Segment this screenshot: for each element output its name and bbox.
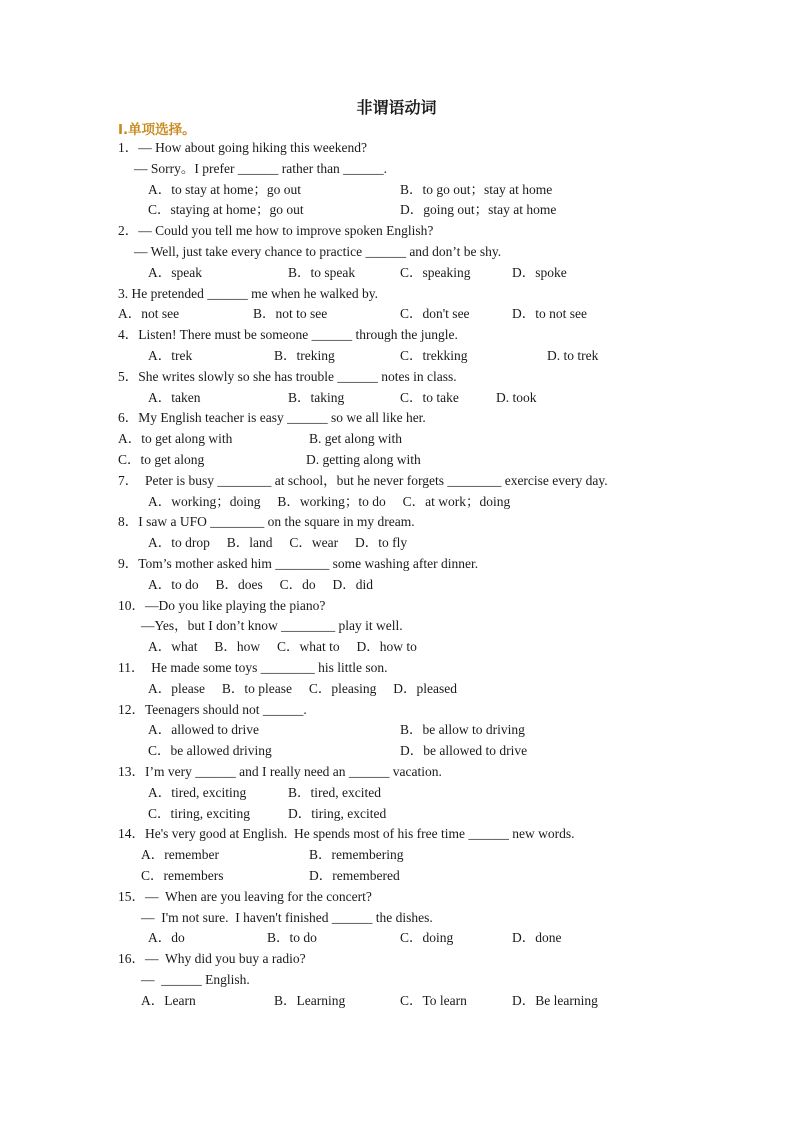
question-15-reply: — I'm not sure. I haven't finished ______ the dishes.	[141, 910, 433, 925]
question-15-option-d: D．done	[512, 930, 562, 945]
question-1-option-b: B．to go out；stay at home	[400, 182, 553, 197]
question-13-option-d: D．tiring, excited	[288, 806, 387, 821]
question-13-stem: 13．I’m very ______ and I really need an ______ vacation.	[118, 764, 442, 779]
question-13-option-a: A．tired, exciting	[148, 785, 247, 800]
question-4-stem: 4．Listen! There must be someone ______ through the jungle.	[118, 327, 458, 342]
question-15-stem: 15．— When are you leaving for the concert?	[118, 889, 372, 904]
question-6-option-d: D. getting along with	[306, 452, 421, 467]
question-14-option-d: D．remembered	[309, 868, 400, 883]
question-4-option-a: A．trek	[148, 348, 193, 363]
question-14-option-a: A．remember	[141, 847, 219, 862]
question-6-option-b: B. get along with	[309, 431, 402, 446]
page-title: 非谓语动词	[356, 98, 437, 117]
question-1-option-a: A．to stay at home；go out	[148, 182, 301, 197]
question-5-option-a: A．taken	[148, 390, 201, 405]
question-6-option-a: A．to get along with	[118, 431, 233, 446]
question-9-stem: 9．Tom’s mother asked him ________ some washing after dinner.	[118, 556, 479, 571]
question-13-option-c: C．tiring, exciting	[148, 806, 250, 821]
question-3-option-c: C．don't see	[400, 306, 470, 321]
question-10-reply: —Yes，but I don’t know ________ play it well.	[141, 618, 403, 633]
question-2-option-d: D．spoke	[512, 265, 567, 280]
question-16-reply: — ______ English.	[141, 972, 250, 987]
question-1-stem: 1．— How about going hiking this weekend?	[118, 140, 367, 155]
question-3-stem: 3. He pretended ______ me when he walked by.	[118, 286, 379, 301]
question-12-option-d: D．be allowed to drive	[400, 743, 528, 758]
question-12-option-c: C．be allowed driving	[148, 743, 272, 758]
question-7-options: A．working；doing B．working；to do C．at work；doing	[148, 494, 511, 509]
question-4-option-c: C．trekking	[400, 348, 468, 363]
question-3-option-b: B．not to see	[253, 306, 328, 321]
section-heading: I.单项选择。	[118, 122, 196, 138]
question-3-option-d: D．to not see	[512, 306, 587, 321]
question-5-stem: 5．She writes slowly so she has trouble ______ notes in class.	[118, 369, 457, 384]
question-5-option-d: D. took	[496, 390, 537, 405]
question-12-option-a: A．allowed to drive	[148, 722, 259, 737]
question-16-option-b: B．Learning	[274, 993, 346, 1008]
question-1-option-d: D．going out；stay at home	[400, 202, 557, 217]
question-6-stem: 6．My English teacher is easy ______ so we all like her.	[118, 410, 426, 425]
question-13-option-b: B．tired, excited	[288, 785, 381, 800]
question-10-stem: 10．—Do you like playing the piano?	[118, 598, 326, 613]
question-7-stem: 7． Peter is busy ________ at school，but he never forgets ________ exercise every day.	[118, 473, 608, 488]
question-15-option-c: C．doing	[400, 930, 454, 945]
question-2-option-a: A．speak	[148, 265, 202, 280]
question-10-options: A．what B．how C．what to D．how to	[148, 639, 417, 654]
question-11-options: A．please B．to please C．pleasing D．pleased	[148, 681, 457, 696]
question-16-option-d: D．Be learning	[512, 993, 598, 1008]
question-8-options: A．to drop B．land C．wear D．to fly	[148, 535, 408, 550]
question-3-option-a: A．not see	[118, 306, 180, 321]
question-1-reply: — Sorry。I prefer ______ rather than ______.	[134, 161, 388, 176]
question-15-option-b: B．to do	[267, 930, 317, 945]
question-15-option-a: A．do	[148, 930, 185, 945]
question-16-stem: 16．— Why did you buy a radio?	[118, 951, 306, 966]
question-2-option-c: C．speaking	[400, 265, 471, 280]
question-4-option-b: B．treking	[274, 348, 335, 363]
question-6-option-c: C．to get along	[118, 452, 205, 467]
question-14-option-c: C．remembers	[141, 868, 224, 883]
question-16-option-c: C．To learn	[400, 993, 467, 1008]
question-2-option-b: B．to speak	[288, 265, 356, 280]
question-14-stem: 14．He's very good at English. He spends most of his free time ______ new words.	[118, 826, 575, 841]
question-12-stem: 12．Teenagers should not ______.	[118, 702, 307, 717]
question-1-option-c: C．staying at home；go out	[148, 202, 304, 217]
question-8-stem: 8．I saw a UFO ________ on the square in my dream.	[118, 514, 415, 529]
question-14-option-b: B．remembering	[309, 847, 404, 862]
question-2-reply: — Well, just take every chance to practice ______ and don’t be shy.	[134, 244, 502, 259]
question-4-option-d: D. to trek	[547, 348, 599, 363]
question-5-option-b: B．taking	[288, 390, 345, 405]
question-2-stem: 2．— Could you tell me how to improve spoken English?	[118, 223, 434, 238]
question-5-option-c: C．to take	[400, 390, 459, 405]
question-12-option-b: B．be allow to driving	[400, 722, 525, 737]
question-16-option-a: A．Learn	[141, 993, 196, 1008]
question-9-options: A．to do B．does C．do D．did	[148, 577, 374, 592]
question-11-stem: 11． He made some toys ________ his little son.	[118, 660, 388, 675]
